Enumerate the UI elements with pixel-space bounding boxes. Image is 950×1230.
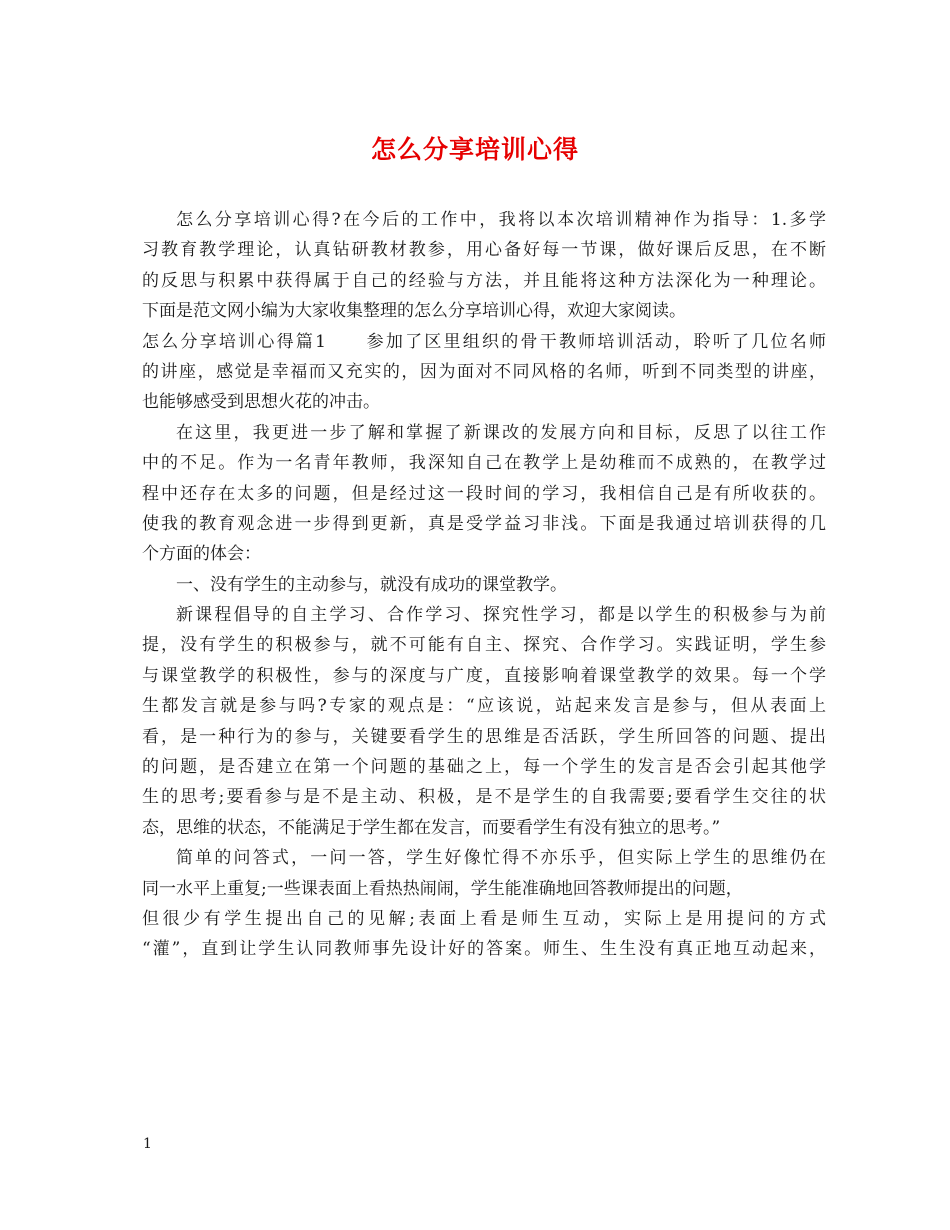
page-number: 1 [143,1136,152,1152]
body-line: 与课堂教学的积极性，参与的深度与广度，直接影响着课堂教学的效果。每一个学 [142,665,826,686]
body-line: 新课程倡导的自主学习、合作学习、探究性学习，都是以学生的积极参与为前 [176,605,826,626]
body-line: 使我的教育观念进一步得到更新，真是受学益习非浅。下面是我通过培训获得的几 [142,513,826,534]
body-line: 但很少有学生提出自己的见解;表面上看是师生互动，实际上是用提问的方式 [142,908,826,929]
body-line: 一、没有学生的主动参与，就没有成功的课堂教学。 [176,574,567,595]
body-line: 的问题，是否建立在第一个问题的基础之上，每一个学生的发言是否会引起其他学 [142,757,826,778]
body-line: 态，思维的状态，不能满足于学生都在发言，而要看学生有没有独立的思考。” [142,817,721,838]
body-line: 生都发言就是参与吗?专家的观点是：“应该说，站起来发言是参与，但从表面上 [142,696,826,717]
document-body [142,205,826,965]
body-line: 的反思与积累中获得属于自己的经验与方法，并且能将这种方法深化为一种理论。 [142,270,826,291]
body-line: 程中还存在太多的问题，但是经过这一段时间的学习，我相信自己是有所收获的。 [142,483,826,504]
body-line: 怎么分享培训心得篇1 参加了区里组织的骨干教师培训活动，聆听了几位名师 [142,331,826,352]
body-line: 同一水平上重复;一些课表面上看热热闹闹，学生能准确地回答教师提出的问题， [142,878,743,899]
body-line: 看，是一种行为的参与，关键要看学生的思维是否活跃，学生所回答的问题、提出 [142,726,826,747]
body-line: 简单的问答式，一问一答，学生好像忙得不亦乐乎，但实际上学生的思维仍在 [176,848,826,869]
body-line: 怎么分享培训心得?在今后的工作中，我将以本次培训精神作为指导：1.多学 [176,210,826,230]
body-line: 下面是范文网小编为大家收集整理的怎么分享培训心得，欢迎大家阅读。 [142,301,686,322]
body-line: “灌”，直到让学生认同教师事先设计好的答案。师生、生生没有真正地互动起来， [142,939,826,960]
body-line: 也能够感受到思想火花的冲击。 [142,392,380,413]
body-line: 生的思考;要看参与是不是主动、积极，是不是学生的自我需要;要看学生交往的状 [142,787,826,808]
body-line: 提，没有学生的积极参与，就不可能有自主、探究、合作学习。实践证明，学生参 [142,635,826,656]
body-line: 个方面的体会： [142,544,261,565]
body-line: 在这里，我更进一步了解和掌握了新课改的发展方向和目标，反思了以往工作 [176,422,826,443]
body-line: 的讲座，感觉是幸福而又充实的，因为面对不同风格的名师，听到不同类型的讲座， [142,361,826,382]
body-line: 习教育教学理论，认真钻研教材教参，用心备好每一节课，做好课后反思，在不断 [142,240,826,261]
document-title: 怎么分享培训心得 [370,135,579,164]
body-line: 中的不足。作为一名青年教师，我深知自己在教学上是幼稚而不成熟的，在教学过 [142,453,826,474]
